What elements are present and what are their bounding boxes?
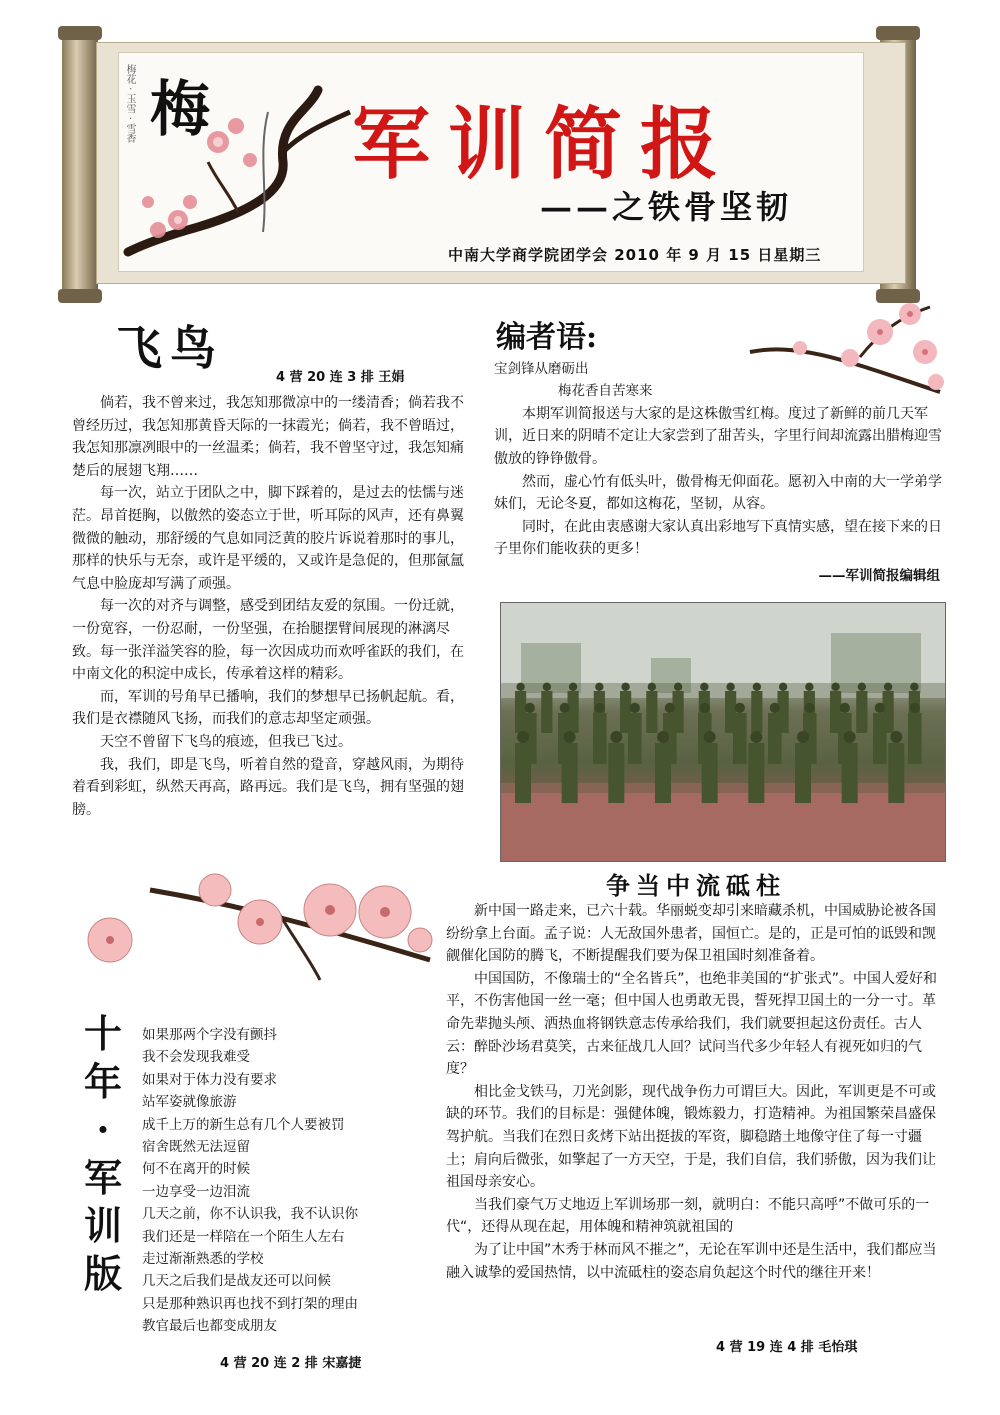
poem-line: 如果对于体力没有要求 bbox=[142, 1071, 277, 1088]
editor-note-title: 编者语: bbox=[496, 320, 598, 355]
banner-vertical-inscription: 梅花 · 玉雪 · 雪香 bbox=[124, 64, 135, 144]
poem-line: 站军姿就像旅游 bbox=[142, 1094, 237, 1111]
poem-line: 教官最后也都变成朋友 bbox=[142, 1318, 277, 1335]
poem-line: 如果那两个字没有颤抖 bbox=[142, 1027, 277, 1043]
poem-title bbox=[78, 1010, 128, 1298]
paragraph: 中国国防，不像瑞士的“全名皆兵”，也绝非美国的“扩张式”。中国人爱好和平，不伤害他国一丝一毫；但中国人也勇敢无畏，誓死捍卫国土的一分一寸。革命先辈抛头颅、洒热血将钢铁意志传承给我们，我们就要担起这份责任。古人云：醉卧沙场君莫笑，古来征战几人回？试问当代多少年轻人有视死如归的气度？ bbox=[446, 970, 938, 1078]
paragraph: 新中国一路走来，已六十载。华丽蜕变却引来暗藏杀机，中国威胁论被各国纷纷拿上台面。孟子说：人无敌国外患者，国恒亡。是的，正是可怕的诋毁和觊觎催化国防的腾飞，不断提醒我们要为保卫祖国时刻准备着。 bbox=[446, 903, 936, 965]
poem-title-char: · bbox=[96, 1107, 110, 1152]
poem-byline: 4 营 20 连 2 排 宋嘉捷 bbox=[220, 1356, 362, 1371]
poem-line: 几天之后我们是战友还可以问候 bbox=[142, 1273, 331, 1290]
paragraph: 我，我们，即是飞鸟，听着自然的跫音，穿越风雨，为期待着看到彩虹，纵然天再高，路再远。我们是飞鸟，拥有坚强的翅膀。 bbox=[72, 756, 464, 818]
poem-line: 我们还是一样陪在一个陌生人左右 bbox=[142, 1228, 345, 1245]
newsletter-title: 军训简报 bbox=[352, 99, 737, 190]
poem-title-char: 年 bbox=[83, 1059, 122, 1104]
poem-line: 几天之前，你不认识我，我不认识你 bbox=[142, 1206, 358, 1223]
paragraph: 然而，虚心竹有低头叶，傲骨梅无仰面花。愿初入中南的大一学弟学妹们，无论冬夏，都如这梅花，坚韧，从容。 bbox=[494, 473, 942, 513]
editor-couplet-line: 梅花香自苦寒来 bbox=[558, 383, 653, 400]
editor-couplet-line: 宝剑锋从磨砺出 bbox=[494, 361, 589, 377]
article-byline: 4 营 19 连 4 排 毛怡琪 bbox=[716, 1340, 858, 1355]
paragraph: 倘若，我不曾来过，我怎知那微凉中的一缕清香；倘若我不曾经历过，我怎知那黄昏天际的一抹霞光；倘若，我不曾晤过，我怎知那凛冽眼中的一丝温柔；倘若，我不曾坚守过，我怎知痛楚后的展翅飞翔…… bbox=[72, 395, 464, 479]
poem-line: 一边享受一边泪流 bbox=[142, 1183, 250, 1200]
paragraph: 天空不曾留下飞鸟的痕迹，但我已飞过。 bbox=[100, 733, 352, 750]
plum-blossom-branch-decoration bbox=[80, 870, 440, 990]
paragraph: 每一次的对齐与调整，感受到团结友爱的氛围。一份迁就，一份宽容，一份忍耐，一份坚强，在抬腿摆臂间展现的淋漓尽致。每一张洋溢笑容的脸，每一次因成功而欢呼雀跃的我们，在中南文化的积淀中成长，传承着这样的精彩。 bbox=[72, 598, 464, 683]
poem-line: 何不在离开的时候 bbox=[142, 1161, 250, 1178]
editor-signature: ——军训简报编辑组 bbox=[818, 567, 940, 584]
poem-title-char: 军 bbox=[83, 1155, 122, 1200]
poem-line: 我不会发现我难受 bbox=[142, 1049, 250, 1066]
paragraph: 而，军训的号角早已播响，我们的梦想早已扬帆起航。看，我们是衣襟随风飞扬，而我们的意志却坚定顽强。 bbox=[72, 688, 464, 728]
paragraph: 同时，在此由衷感谢大家认真出彩地写下真情实感，望在接下来的日子里你们能收获的更多！ bbox=[494, 518, 942, 558]
article-body-feiniao bbox=[72, 392, 472, 821]
paragraph: 相比金戈铁马，刀光剑影，现代战争伤力可谓巨大。因此，军训更是不可或缺的环节。我们的目标是：强健体魄，锻炼毅力，打造精神。为祖国繁荣昌盛保驾护航。当我们在烈日炙烤下站出挺拔的军资，脚稳踏土地像守住了每一寸疆土；肩向后微张，如擎起了一方天空，于是，我们自信，我们骄傲，因为我们让祖国母亲安心。 bbox=[446, 1083, 936, 1191]
scroll-rod-left bbox=[62, 32, 98, 297]
poem-title-char: 十 bbox=[83, 1011, 122, 1056]
article-title-feiniao: 飞鸟 bbox=[116, 321, 224, 375]
paragraph: 为了让中国”木秀于林而风不摧之”，无论在军训中还是生活中，我们都应当融入诚挚的爱国热情，以中流砥柱的姿态肩负起这个时代的继往开来！ bbox=[446, 1241, 937, 1281]
military-training-photo bbox=[500, 602, 946, 862]
dateline: 中南大学商学院团学会 2010 年 9 月 15 日星期三 bbox=[448, 246, 822, 264]
paragraph: 本期军训简报送与大家的是这株傲雪红梅。度过了新鲜的前几天军训，近日来的阴晴不定让大家尝到了甜苦头，字里行间却流露出腊梅迎雪傲放的铮铮傲骨。 bbox=[494, 405, 942, 467]
poem-line: 宿舍既然无法逗留 bbox=[142, 1139, 250, 1156]
poem-line: 只是那种熟识再也找不到打架的理由 bbox=[142, 1295, 358, 1312]
plum-character: 梅 bbox=[150, 75, 210, 145]
newsletter-subtitle: ——之铁骨坚韧 bbox=[540, 188, 793, 226]
article-title-zhongliudizhu: 争当中流砥柱 bbox=[606, 871, 786, 900]
poem-line: 走过渐渐熟悉的学校 bbox=[142, 1251, 264, 1268]
paragraph: 每一次，站立于团队之中，脚下踩着的，是过去的怯懦与迷茫。昂首挺胸，以傲然的姿态立于世，听耳际的风声，还有鼻翼微微的触动，那舒缓的气息如同泛黄的胶片诉说着那时的事儿，那样的快乐与无奈，或许是平缓的，又或许是急促的，但那氤氲气息中脸庞却写满了顽强。 bbox=[72, 485, 464, 592]
poem-title-char: 版 bbox=[83, 1251, 122, 1296]
poem-line: 成千上万的新生总有几个人要被罚 bbox=[142, 1116, 345, 1133]
editor-note-body bbox=[494, 358, 954, 587]
poem-body bbox=[142, 1024, 432, 1338]
article-byline: 4 营 20 连 3 排 王娟 bbox=[276, 370, 405, 385]
paragraph: 当我们豪气万丈地迈上军训场那一刻，就明白：不能只高呼”不做可乐的一代“，还得从现在起，用体魄和精神筑就祖国的 bbox=[446, 1196, 930, 1236]
article-body-zhongliudizhu bbox=[446, 900, 948, 1284]
formation-illustration bbox=[501, 603, 945, 861]
poem-title-char: 训 bbox=[83, 1203, 122, 1248]
